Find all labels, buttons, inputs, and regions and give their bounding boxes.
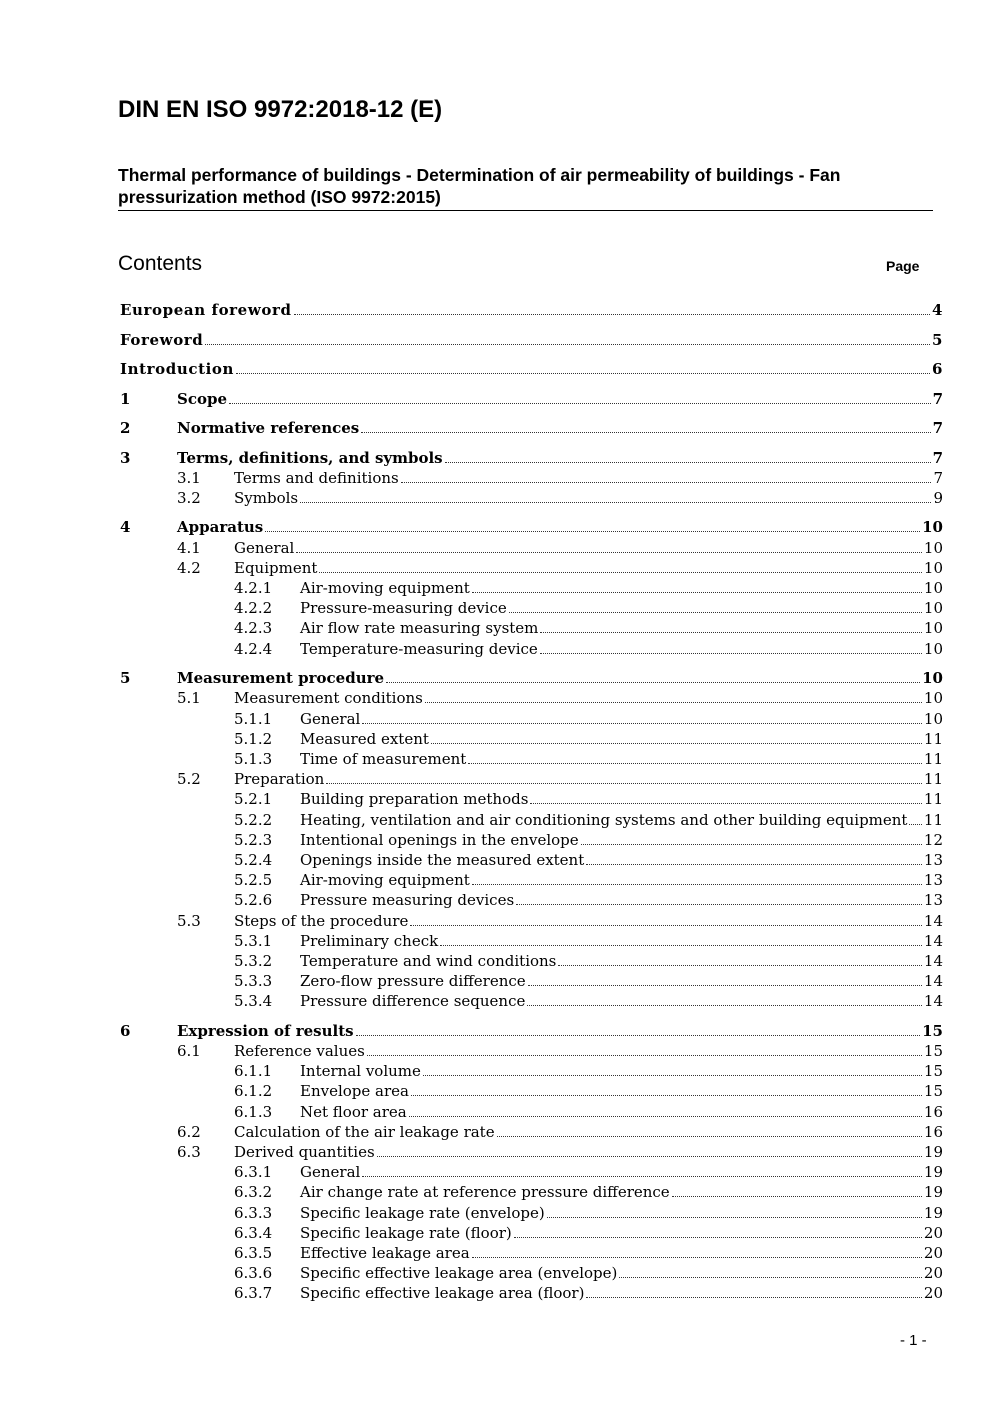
dot-leader xyxy=(326,783,922,784)
dot-leader xyxy=(516,904,922,905)
toc-entry-number: 6.3.7 xyxy=(234,1284,273,1303)
toc-entry-title: Intentional openings in the envelope xyxy=(300,830,579,849)
toc-entry-title: Internal volume xyxy=(300,1062,421,1081)
toc-entry[interactable] xyxy=(0,639,992,659)
toc-entry[interactable] xyxy=(0,911,992,931)
toc-entry-number: 5.2.6 xyxy=(234,891,273,910)
dot-leader xyxy=(528,985,922,986)
toc-entry[interactable] xyxy=(0,1041,992,1061)
dot-leader xyxy=(431,743,922,744)
toc-entry[interactable] xyxy=(0,448,992,468)
toc-entry-title: Specific leakage rate (envelope) xyxy=(300,1203,545,1222)
toc-entry-page: 10 xyxy=(923,599,943,618)
toc-entry-number: 5.1 xyxy=(177,689,201,708)
dot-leader xyxy=(527,1005,922,1006)
toc-entry[interactable] xyxy=(0,971,992,991)
toc-entry[interactable] xyxy=(0,951,992,971)
toc-entry-title: Effective leakage area xyxy=(300,1244,470,1262)
toc-entry-page: 11 xyxy=(923,749,943,768)
toc-entry[interactable] xyxy=(0,538,992,558)
toc-entry[interactable] xyxy=(0,890,992,910)
toc-entry-page: 15 xyxy=(922,1021,943,1040)
toc-entry-title: Preparation xyxy=(234,770,325,789)
toc-entry-number: 5.3.2 xyxy=(234,951,273,970)
dot-leader xyxy=(362,723,922,724)
toc-entry-page: 5 xyxy=(931,330,943,349)
toc-entry-page: 19 xyxy=(923,1163,943,1182)
toc-entry-number: 6.1.3 xyxy=(234,1102,273,1121)
dot-leader xyxy=(909,824,921,825)
toc-entry-number: 4.2.1 xyxy=(234,579,273,597)
toc-entry-title: Reference values xyxy=(234,1042,365,1060)
toc-entry-page: 20 xyxy=(923,1223,943,1242)
dot-leader xyxy=(445,462,931,463)
toc-entry-page: 19 xyxy=(923,1203,943,1222)
toc-entry-page: 11 xyxy=(923,790,943,809)
toc-entry-title: Calculation of the air leakage rate xyxy=(234,1122,495,1141)
toc-entry-title: General xyxy=(300,709,361,728)
dot-leader xyxy=(530,803,921,804)
dot-leader xyxy=(367,1055,922,1056)
toc-entry-title: Introduction xyxy=(120,360,235,378)
toc-entry-title: Terms and definitions xyxy=(234,468,399,487)
toc-entry[interactable] xyxy=(0,1223,992,1243)
toc-entry-page: 10 xyxy=(923,639,943,658)
dot-leader xyxy=(411,1095,922,1096)
toc-entry-number: 4.2.4 xyxy=(234,639,273,658)
toc-entry-page: 10 xyxy=(923,579,943,597)
toc-entry-title: Foreword xyxy=(120,330,204,349)
toc-entry-page: 10 xyxy=(923,538,943,557)
toc-entry-title: Measurement procedure xyxy=(177,669,385,688)
toc-entry[interactable] xyxy=(0,359,992,379)
toc-entry-page: 19 xyxy=(923,1183,943,1202)
dot-leader xyxy=(581,844,922,845)
toc-entry-page: 11 xyxy=(923,770,943,789)
toc-entry-number: 6.3.4 xyxy=(234,1223,273,1242)
toc-entry[interactable] xyxy=(0,300,992,320)
toc-entry-title: Air-moving equipment xyxy=(300,871,470,890)
toc-entry-number: 4.2.2 xyxy=(234,599,273,618)
toc-entry-page: 14 xyxy=(923,951,943,970)
toc-entry[interactable] xyxy=(0,709,992,729)
toc-entry-number: 6.1 xyxy=(177,1042,201,1060)
toc-entry-number: 6.2 xyxy=(177,1122,201,1141)
toc-entry-number: 6.1.1 xyxy=(234,1062,273,1081)
toc-entry-title: Temperature-measuring device xyxy=(300,639,538,658)
dot-leader xyxy=(497,1136,922,1137)
toc-entry-title: General xyxy=(300,1163,361,1182)
toc-entry-title: European foreword xyxy=(120,301,292,319)
toc-entry-page: 15 xyxy=(923,1062,943,1081)
toc-entry[interactable] xyxy=(0,1243,992,1263)
dot-leader xyxy=(472,884,922,885)
toc-entry-number: 6.3.2 xyxy=(234,1183,273,1202)
toc-entry-page: 16 xyxy=(923,1102,943,1121)
dot-leader xyxy=(509,612,922,613)
toc-entry-page: 15 xyxy=(923,1042,943,1060)
toc-entry-page: 10 xyxy=(922,518,943,537)
toc-entry-number: 5.1.3 xyxy=(234,749,273,768)
toc-entry-title: Apparatus xyxy=(177,518,264,537)
toc-entry-number: 6.3.5 xyxy=(234,1244,273,1262)
toc-entry-number: 4.2.3 xyxy=(234,619,273,638)
toc-entry-number: 6.3.6 xyxy=(234,1264,273,1283)
toc-entry-title: Terms, definitions, and symbols xyxy=(177,448,443,467)
toc-entry-page: 14 xyxy=(923,911,943,930)
toc-entry[interactable] xyxy=(0,1162,992,1182)
toc-entry-number: 5.3 xyxy=(177,911,201,930)
toc-entry[interactable] xyxy=(0,830,992,850)
toc-entry-page: 6 xyxy=(931,360,943,378)
dot-leader xyxy=(440,945,922,946)
toc-entry-number: 5.2.1 xyxy=(234,790,273,809)
toc-entry-number: 5.2.5 xyxy=(234,871,273,890)
dot-leader xyxy=(558,965,922,966)
dot-leader xyxy=(425,702,922,703)
contents-heading: Contents xyxy=(118,252,203,275)
dot-leader xyxy=(401,482,932,483)
toc-entry[interactable] xyxy=(0,1081,992,1101)
toc-entry-page: 14 xyxy=(923,992,943,1011)
toc-entry-number: 5.2.3 xyxy=(234,830,273,849)
toc-entry-page: 7 xyxy=(932,389,943,408)
document-title: DIN EN ISO 9972:2018-12 (E) xyxy=(118,96,443,123)
toc-entry[interactable] xyxy=(0,1102,992,1122)
toc-entry-page: 10 xyxy=(923,558,943,577)
toc-entry-title: Preliminary check xyxy=(300,931,439,950)
dot-leader xyxy=(300,502,931,503)
toc-entry-title: Derived quantities xyxy=(234,1143,375,1161)
dot-leader xyxy=(294,314,930,315)
toc-entry-number: 1 xyxy=(120,389,131,408)
toc-entry-number: 5.3.4 xyxy=(234,992,273,1011)
toc-entry-page: 20 xyxy=(923,1244,943,1262)
toc-entry-title: Measurement conditions xyxy=(234,689,423,708)
toc-entry-title: Air-moving equipment xyxy=(300,579,470,597)
dot-leader xyxy=(423,1075,922,1076)
toc-entry[interactable] xyxy=(0,1061,992,1081)
toc-entry-number: 4.1 xyxy=(177,538,201,557)
toc-entry-title: Specific effective leakage area (floor) xyxy=(300,1284,585,1303)
toc-entry-number: 6.3 xyxy=(177,1143,201,1161)
toc-entry-number: 6.1.2 xyxy=(234,1082,273,1101)
dot-leader xyxy=(586,864,922,865)
toc-entry-number: 3 xyxy=(120,448,131,467)
toc-entry[interactable] xyxy=(0,769,992,789)
dot-leader xyxy=(229,403,931,404)
toc-entry-title: Specific leakage rate (floor) xyxy=(300,1223,512,1242)
toc-entry[interactable] xyxy=(0,850,992,870)
dot-leader xyxy=(265,531,920,532)
toc-entry-number: 5.3.1 xyxy=(234,931,273,950)
toc-entry-page: 7 xyxy=(933,468,943,487)
toc-entry-page: 12 xyxy=(923,830,943,849)
dot-leader xyxy=(586,1297,921,1298)
toc-entry-title: Normative references xyxy=(177,419,360,437)
toc-entry-page: 13 xyxy=(923,871,943,890)
dot-leader xyxy=(356,1035,921,1036)
toc-entry-page: 14 xyxy=(923,972,943,991)
toc-entry-title: Scope xyxy=(177,389,228,408)
dot-leader xyxy=(547,1217,922,1218)
toc-entry-page: 10 xyxy=(923,689,943,708)
toc-entry[interactable] xyxy=(0,991,992,1011)
toc-entry-title: Specific effective leakage area (envelope) xyxy=(300,1264,618,1283)
toc-entry-number: 5.2.4 xyxy=(234,850,273,869)
dot-leader xyxy=(540,653,922,654)
toc-entry-title: Temperature and wind conditions xyxy=(300,951,557,970)
toc-entry-number: 3.1 xyxy=(177,468,201,487)
toc-entry[interactable] xyxy=(0,688,992,708)
dot-leader xyxy=(377,1156,922,1157)
toc-entry-title: Measured extent xyxy=(300,729,429,748)
toc-entry-page: 14 xyxy=(923,931,943,950)
toc-entry-number: 5.2 xyxy=(177,770,201,789)
toc-entry-page: 7 xyxy=(932,419,943,437)
toc-entry-title: Time of measurement xyxy=(300,749,467,768)
toc-entry[interactable] xyxy=(0,749,992,769)
dot-leader xyxy=(468,763,922,764)
toc-entry[interactable] xyxy=(0,418,992,438)
toc-entry-number: 4.2 xyxy=(177,558,201,577)
toc-entry-page: 7 xyxy=(932,448,943,467)
document-subtitle: Thermal performance of buildings - Determination of air permeability of buildings - Fan pressurization method (ISO 9972:2015) xyxy=(118,164,933,211)
toc-entry[interactable] xyxy=(0,468,992,488)
toc-entry-page: 20 xyxy=(923,1284,943,1303)
toc-entry[interactable] xyxy=(0,931,992,951)
toc-entry[interactable] xyxy=(0,618,992,638)
toc-entry-page: 13 xyxy=(923,891,943,910)
toc-entry-number: 4 xyxy=(120,518,131,537)
dot-leader xyxy=(386,682,920,683)
toc-entry-title: Equipment xyxy=(234,558,318,577)
dot-leader xyxy=(472,1257,922,1258)
footer-page-number: - 1 - xyxy=(900,1332,927,1349)
toc-entry-title: Zero-flow pressure difference xyxy=(300,972,526,991)
toc-entry[interactable] xyxy=(0,1182,992,1202)
toc-entry-title: Air change rate at reference pressure difference xyxy=(300,1183,670,1202)
toc-entry[interactable] xyxy=(0,330,992,350)
toc-entry[interactable] xyxy=(0,389,992,409)
dot-leader xyxy=(296,552,922,553)
dot-leader xyxy=(362,1176,922,1177)
dot-leader xyxy=(410,925,922,926)
toc-entry-number: 5.3.3 xyxy=(234,972,273,991)
toc-entry-title: Air flow rate measuring system xyxy=(300,619,539,638)
toc-entry-title: Net floor area xyxy=(300,1102,407,1121)
toc-entry-page: 10 xyxy=(923,709,943,728)
toc-entry[interactable] xyxy=(0,558,992,578)
toc-entry-title: General xyxy=(234,538,295,557)
toc-entry-number: 6.3.1 xyxy=(234,1163,273,1182)
toc-entry[interactable] xyxy=(0,598,992,618)
toc-entry-title: Pressure measuring devices xyxy=(300,891,515,910)
toc-entry[interactable] xyxy=(0,1142,992,1162)
toc-entry-page: 10 xyxy=(922,669,943,688)
dot-leader xyxy=(540,632,922,633)
toc-entry-title: Pressure-measuring device xyxy=(300,599,507,618)
toc-entry[interactable] xyxy=(0,488,992,508)
toc-entry-number: 3.2 xyxy=(177,488,201,507)
toc-entry-page: 15 xyxy=(923,1082,943,1101)
dot-leader xyxy=(472,592,922,593)
toc-entry-page: 20 xyxy=(923,1264,943,1283)
toc-entry[interactable] xyxy=(0,1021,992,1041)
toc-entry-title: Envelope area xyxy=(300,1082,409,1101)
page-column-label: Page xyxy=(886,258,920,274)
toc-entry-title: Expression of results xyxy=(177,1021,354,1040)
toc-entry[interactable] xyxy=(0,1263,992,1283)
toc-entry-number: 5.2.2 xyxy=(234,810,273,829)
dot-leader xyxy=(409,1116,922,1117)
toc-entry[interactable] xyxy=(0,810,992,830)
toc-entry[interactable] xyxy=(0,668,992,688)
toc-entry-title: Heating, ventilation and air conditioning systems and other building equipment xyxy=(300,810,908,829)
toc-entry-page: 19 xyxy=(923,1143,943,1161)
dot-leader xyxy=(514,1237,922,1238)
dot-leader xyxy=(361,432,930,433)
toc-entry-page: 13 xyxy=(923,850,943,869)
toc-entry-number: 6.3.3 xyxy=(234,1203,273,1222)
dot-leader xyxy=(236,373,930,374)
toc-entry-title: Building preparation methods xyxy=(300,790,529,809)
toc-entry[interactable] xyxy=(0,578,992,598)
toc-entry[interactable] xyxy=(0,1203,992,1223)
dot-leader xyxy=(619,1277,922,1278)
toc-entry-title: Pressure difference sequence xyxy=(300,992,526,1011)
toc-entry-number: 2 xyxy=(120,419,131,437)
toc-entry-page: 4 xyxy=(931,301,943,319)
toc-entry[interactable] xyxy=(0,729,992,749)
toc-entry-number: 6 xyxy=(120,1021,131,1040)
dot-leader xyxy=(319,572,922,573)
toc-entry[interactable] xyxy=(0,517,992,537)
toc-entry-page: 9 xyxy=(933,488,943,507)
dot-leader xyxy=(672,1196,922,1197)
toc-entry-page: 16 xyxy=(923,1122,943,1141)
toc-entry[interactable] xyxy=(0,789,992,809)
dot-leader xyxy=(205,344,930,345)
toc-entry-number: 5 xyxy=(120,669,131,688)
toc-entry-title: Openings inside the measured extent xyxy=(300,850,585,869)
toc-entry-page: 11 xyxy=(923,810,943,829)
toc-entry[interactable] xyxy=(0,1122,992,1142)
toc-entry-page: 10 xyxy=(923,619,943,638)
toc-entry[interactable] xyxy=(0,870,992,890)
toc-entry-title: Steps of the procedure xyxy=(234,911,409,930)
toc-entry-number: 5.1.2 xyxy=(234,729,273,748)
toc-entry-page: 11 xyxy=(923,729,943,748)
toc-entry[interactable] xyxy=(0,1283,992,1303)
toc-entry-title: Symbols xyxy=(234,488,299,507)
toc-entry-number: 5.1.1 xyxy=(234,709,273,728)
